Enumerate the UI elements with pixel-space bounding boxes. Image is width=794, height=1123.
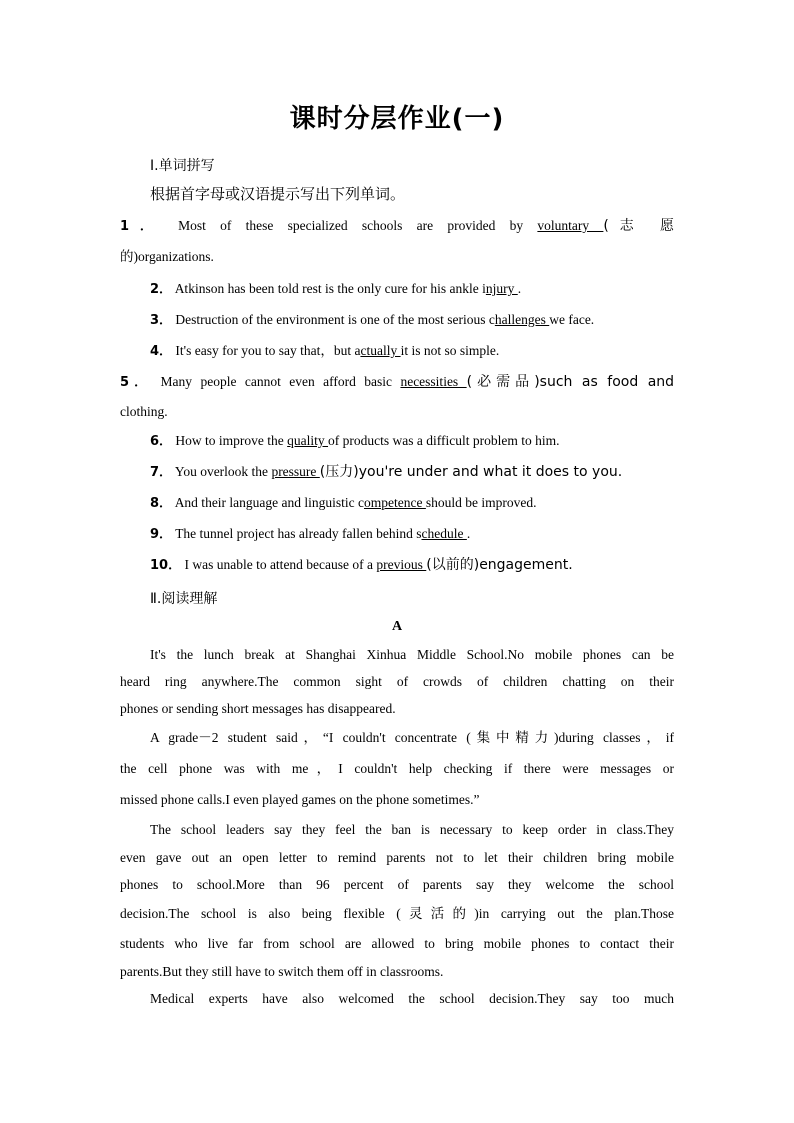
passage-line: missed phone calls.I even played games on the phone sometimes.”: [120, 792, 480, 807]
list-item: 3． Destruction of the environment is one of the most serious challenges we face.: [150, 312, 595, 328]
answer-blank: njury: [485, 281, 518, 296]
list-item: 6． How to improve the quality of products was a difficult problem to him.: [150, 433, 560, 449]
list-item-continuation: clothing.: [120, 404, 168, 419]
list-item: 5． Many people cannot even afford basic necessities (必需品)such as food and: [120, 374, 675, 390]
passage-line: students who live far from school are allowed to bring mobile phones to contact their: [120, 936, 674, 951]
answer-blank: previous: [376, 557, 427, 572]
list-item-continuation: 的)organizations.: [120, 249, 214, 264]
passage-line: decision.The school is also being flexible (灵活的)in carrying out the plan.Those: [120, 906, 674, 921]
section-heading-reading: Ⅱ.阅读理解: [150, 591, 218, 607]
section-heading-spelling: Ⅰ.单词拼写: [150, 158, 215, 174]
list-item: 7． You overlook the pressure (压力)you're under and what it does to you.: [150, 464, 623, 480]
list-item: 9． The tunnel project has already fallen behind schedule .: [150, 526, 471, 542]
passage-line: the cell phone was with me，I couldn't help checking if there were messages or: [120, 761, 674, 776]
passage-line: phones to school.More than 96 percent of parents say they welcome the school: [120, 877, 674, 892]
answer-blank: pressure: [271, 464, 320, 479]
page-title: 课时分层作业(一): [289, 104, 505, 134]
answer-blank: hallenges: [494, 312, 550, 327]
passage-line: Medical experts have also welcomed the school decision.They say too much: [150, 991, 674, 1006]
list-item: 8． And their language and linguistic competence should be improved.: [150, 495, 537, 511]
list-item: 4． It's easy for you to say that，but actually it is not so simple.: [150, 343, 500, 359]
answer-blank: ompetence: [364, 495, 426, 510]
passage-line: parents.But they still have to switch them off in classrooms.: [120, 964, 444, 979]
passage-line: A grade－2 student said，“I couldn't concentrate (集中精力)during classes，if: [150, 730, 674, 745]
passage-label: A: [391, 619, 403, 634]
passage-line: phones or sending short messages has disappeared.: [120, 701, 396, 716]
passage-line: It's the lunch break at Shanghai Xinhua Middle School.No mobile phones can be: [150, 647, 674, 662]
section-instruction: 根据首字母或汉语提示写出下列单词。: [150, 185, 406, 203]
answer-blank: chedule: [421, 526, 467, 541]
passage-line: The school leaders say they feel the ban is necessary to keep order in class.They: [150, 822, 674, 837]
list-item: 10． I was unable to attend because of a previous (以前的)engagement.: [150, 557, 573, 573]
passage-line: even gave out an open letter to remind parents not to let their children bring mobile: [120, 850, 674, 865]
answer-blank: quality: [287, 433, 329, 448]
passage-line: heard ring anywhere.The common sight of crowds of children chatting on their: [120, 674, 674, 689]
list-item: 2． Atkinson has been told rest is the only cure for his ankle injury .: [150, 281, 522, 297]
answer-blank: ctually: [360, 343, 401, 358]
answer-blank: necessities: [400, 374, 467, 389]
answer-blank: voluntary: [537, 218, 604, 233]
list-item: 1． Most of these specialized schools are provided by voluntary (志 愿: [120, 218, 674, 234]
